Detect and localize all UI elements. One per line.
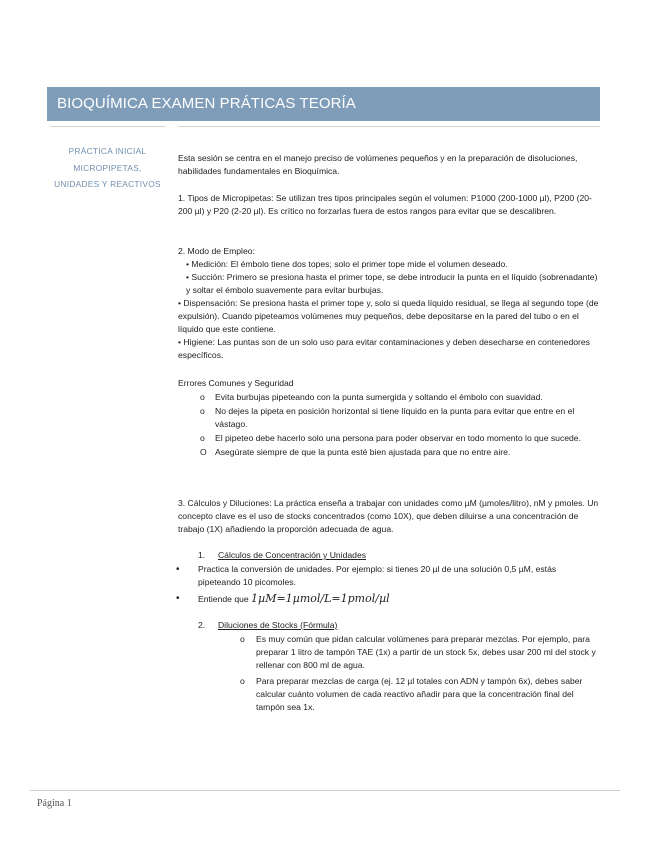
list-item [178,675,600,714]
list-item [178,391,600,404]
list-item [178,633,600,672]
page-number: Página 1 [37,798,72,809]
calc-heading-text: Cálculos de Concentración y Unidades [217,550,367,560]
bullet-marker: O [200,447,207,457]
bullet-dot-icon: • [176,593,180,604]
list-item-text: Para preparar mezclas de carga (ej. 12 µl totales con ADN y tampón 6x), debes saber calcular cuánto volumen de cada reactivo añadir para que la concentración final del tampón sea 1x. [256,676,583,712]
section-2-heading: 2. Modo de Empleo: [178,246,255,256]
calc-number: 1. [198,550,206,560]
intro-paragraph: Esta sesión se centra en el manejo preciso de volúmenes pequeños y en la preparación de disoluciones, habilidades fundamentales en Bioquímica. [178,153,578,176]
section-2-item: • Succión: Primero se presiona hasta el primer tope, se debe introducir la punta en el líquido (sobrenadante) y soltar el émbolo suavemente para evitar burbujas. [186,272,598,295]
stocks-heading [178,619,600,632]
section-1-paragraph: 1. Tipos de Micropipetas: Se utilizan tres tipos principales según el volumen: P1000 (200-1000 µl), P200 (20-200 µl) y P20 (2-20 µl). Es crítico no forzarlas fuera de estos rangos para evitar que se descalibren. [178,193,592,216]
section-2-item: • Dispensación: Se presiona hasta el primer tope y, solo si queda líquido residual, se llega al segundo tope (de expulsión). Cuando pipeteamos volúmenes muy pequeños, debe depositarse en la pared del tubo o en el líquido que este contiene. [178,298,599,334]
title-banner [47,87,600,121]
footer-divider [30,790,620,791]
list-item [178,446,600,459]
bullet-marker: o [200,392,205,402]
list-item-text: Entiende que [198,594,249,604]
list-item-text: Asegúrate siempre de que la punta esté bien ajustada para que no entre aire. [215,447,511,457]
bullet-marker: o [200,433,205,443]
bullet-marker: o [200,406,205,416]
list-item-text: Evita burbujas pipeteando con la punta sumergida y soltando el émbolo con suavidad. [215,392,543,402]
list-item-text: El pipeteo debe hacerlo solo una persona para poder observar en todo momento lo que sucede. [215,433,581,443]
calc-heading [178,549,600,562]
sidebar-heading: PRÁCTICA INICIAL MICROPIPETAS, UNIDADES Y REACTIVOS [54,146,161,189]
calc-section [178,549,600,606]
stocks-heading-text: Diluciones de Stocks (Fórmula) [217,620,338,630]
bullet-marker: o [240,676,245,686]
list-item [178,592,600,606]
bullet-dot-icon: • [176,564,180,575]
page-title: BIOQUÍMICA EXAMEN PRÁTICAS TEORÍA [57,95,356,112]
sidebar [50,126,165,193]
list-item-text: Es muy común que pidan calcular volúmenes para preparar mezclas. Por ejemplo, para preparar 1 litro de tampón TAE (1x) a partir de un stock 5x, debes usar 200 ml del stock y rellenar con 800 ml de agua. [256,634,596,670]
list-item-text: No dejes la pipeta en posición horizontal si tiene líquido en la punta para evitar que entre en el vástago. [215,406,575,429]
main-content [176,126,600,712]
section-2-item: • Medición: El émbolo tiene dos topes; solo el primer tope mide el volumen deseado. [186,259,508,269]
section-3-paragraph: 3. Cálculos y Diluciones: La práctica enseña a trabajar con unidades como µM (µmoles/litro), nM y pmoles. Un concepto clave es el uso de stocks concentrados (como 10X), que deben diluirse a una concentración de trabajo (1X) añadiendo la proporción adecuada de agua. [178,498,599,534]
errors-heading: Errores Comunes y Seguridad [178,378,294,388]
stocks-number: 2. [198,620,206,630]
stocks-section [178,619,600,714]
list-item [178,405,600,431]
unit-equation: 1µM=1µmol/L=1pmol/µl [251,592,390,605]
errors-section [178,377,600,459]
section-2-item: • Higiene: Las puntas son de un solo uso para evitar contaminaciones y deben desecharse en contenedores específicos. [178,337,590,360]
list-item [178,432,600,445]
list-item-text: Practica la conversión de unidades. Por ejemplo: si tienes 20 µl de una solución 0,5 µM, estás pipeteando 10 picomoles. [198,564,557,587]
bullet-marker: o [240,634,245,644]
section-2 [178,245,600,362]
list-item [178,563,600,589]
